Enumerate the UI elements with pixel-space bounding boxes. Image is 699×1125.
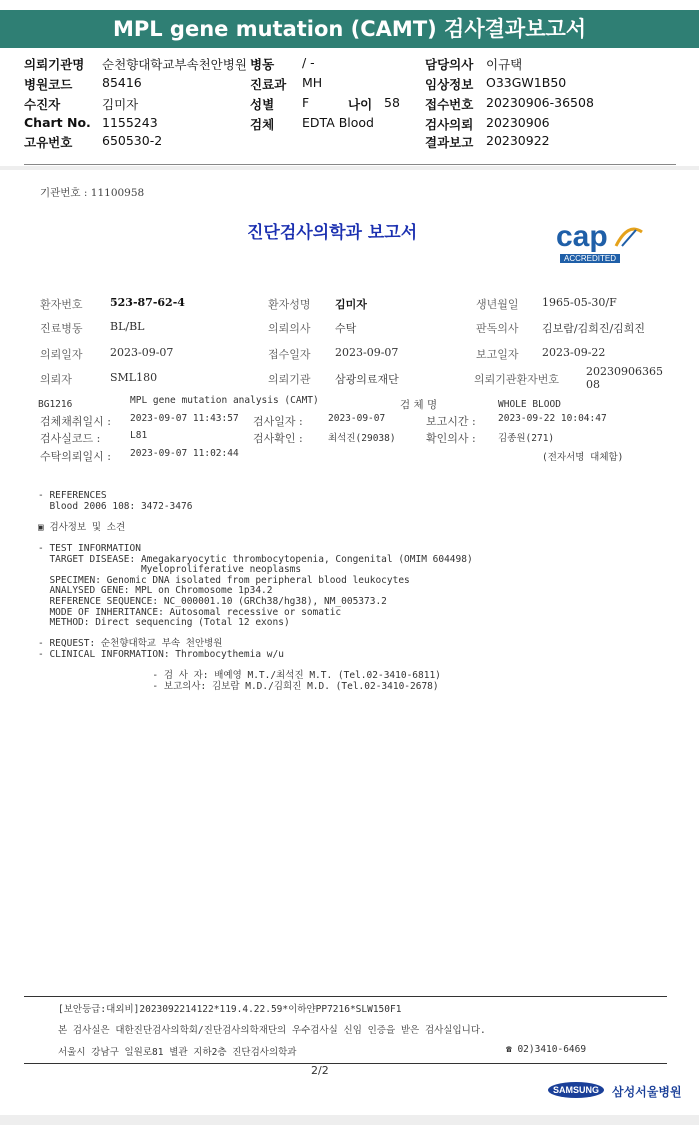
footer-box	[24, 996, 667, 1064]
report-title-bar: MPL gene mutation (CAMT) 검사결과보고서	[0, 10, 699, 48]
body-line: - REFERENCES	[38, 490, 107, 501]
header-value: 1155243	[102, 115, 158, 130]
body-line: MODE OF INHERITANCE: Autosomal recessive or somatic	[38, 606, 342, 618]
patient-field-value: BL/BL	[110, 320, 145, 333]
body-line: TARGET DISEASE: Amegakaryocytic thrombocytopenia, Congenital (OMIM 604498)	[38, 553, 473, 565]
header-label: 검사의뢰	[425, 117, 474, 132]
header-label: 고유번호	[24, 135, 73, 150]
header-value: 20230906	[486, 115, 550, 130]
header-value: F	[302, 95, 310, 110]
patient-field-label: 진료병동	[40, 322, 83, 335]
body-line: Myeloproliferative neoplasms	[38, 564, 302, 576]
test-field-value: 2023-09-07	[328, 413, 386, 424]
header-label: 담당의사	[425, 57, 474, 72]
hospital-name: 삼성서울병원	[612, 1085, 682, 1099]
samsung-logo: SAMSUNG	[548, 1082, 604, 1098]
body-line: REFERENCE SEQUENCE: NC_000001.10 (GRCh38/hg38), NM_005373.2	[38, 596, 387, 607]
specimen-label: 검 체 명	[400, 399, 438, 411]
test-field-label: 검체채취일시 :	[40, 415, 111, 428]
header-value: 20230922	[486, 133, 550, 148]
cap-accredited-text: ACCREDITED	[560, 254, 620, 263]
header-label: 병동	[250, 57, 275, 72]
document-title: 진단검사의학과 보고서	[247, 223, 418, 243]
address-line: 서울시 강남구 일원로81 별관 지하2층 진단검사의학과	[58, 1047, 297, 1058]
header-label: 임상정보	[425, 77, 474, 92]
patient-field-label: 의뢰의사	[268, 322, 311, 335]
body-line: ▣ 검사정보 및 소견	[38, 521, 126, 533]
test-field-value: 김종원(271)	[498, 433, 555, 444]
body-line: - TEST INFORMATION	[38, 543, 141, 554]
test-field-value: 2023-09-07 11:43:57	[130, 413, 239, 424]
patient-field-value: 2023-09-22	[542, 346, 606, 359]
body-line: Blood 2006 108: 3472-3476	[38, 500, 193, 512]
cap-logo-text: cap	[556, 220, 608, 253]
body-line: ANALYSED GENE: MPL on Chromosome 1p34.2	[38, 585, 273, 597]
header-label: 병원코드	[24, 77, 73, 92]
patient-field-value: 2023-09-07	[110, 346, 174, 359]
header-value: 650530-2	[102, 133, 163, 148]
test-field-label: 검사일자 :	[253, 415, 303, 428]
header-value: EDTA Blood	[302, 115, 374, 130]
electronic-signature-note: (전자서명 대체함)	[542, 452, 624, 463]
patient-field-value: 김미자	[335, 298, 367, 311]
test-field-value: 2023-09-22 10:04:47	[498, 413, 607, 424]
header-label: Chart No.	[24, 115, 91, 130]
patient-field-label: 보고일자	[476, 348, 519, 361]
patient-field-label: 생년월일	[476, 298, 519, 311]
header-label: 검체	[250, 117, 275, 132]
header-value: 이규택	[486, 57, 523, 72]
body-line: SPECIMEN: Genomic DNA isolated from peripheral blood leukocytes	[38, 574, 410, 586]
certification-line: 본 검사실은 대한진단검사의학회/진단검사의학재단의 우수검사실 신임 인증을 받은 검사실입니다.	[58, 1025, 486, 1036]
patient-field-value: 2023-09-07	[335, 346, 399, 359]
institution-number: 기관번호 : 11100958	[40, 187, 145, 199]
specimen-value: WHOLE BLOOD	[498, 399, 561, 410]
test-name: MPL gene mutation analysis (CAMT)	[130, 395, 319, 406]
test-field-label: 검사실코드 :	[40, 432, 101, 445]
patient-field-label: 의뢰기관환자번호	[474, 373, 560, 386]
header-value: 순천향대학교부속천안병원	[102, 57, 247, 72]
header-label: 성별	[250, 97, 275, 112]
header-value: MH	[302, 75, 323, 90]
body-line: - CLINICAL INFORMATION: Thrombocythemia w/u	[38, 649, 284, 660]
patient-field-label: 접수일자	[268, 348, 311, 361]
page-number: 2/2	[311, 1064, 329, 1077]
cap-accredited-logo	[556, 220, 646, 268]
patient-field-value: 삼광의료재단	[335, 373, 399, 386]
header-label: 수진자	[24, 97, 61, 112]
test-field-label: 확인의사 :	[426, 432, 476, 445]
header-value: / -	[302, 55, 315, 70]
test-field-label: 수탁의뢰일시 :	[40, 450, 111, 463]
patient-field-value: 김보람/김희진/김희진	[542, 322, 646, 335]
patient-field-label: 판독의사	[476, 322, 519, 335]
header-label: 의뢰기관명	[24, 57, 85, 72]
header-value: O33GW1B50	[486, 75, 567, 90]
patient-field-label: 환자성명	[268, 298, 311, 311]
header-label: 진료과	[250, 77, 287, 92]
bottom-band	[0, 1115, 699, 1125]
header-value: 20230906-36508	[486, 95, 594, 110]
header-divider	[24, 164, 676, 165]
test-field-value: L81	[130, 430, 148, 441]
patient-field-value: 수탁	[335, 322, 357, 335]
patient-field-label: 의뢰자	[40, 373, 72, 386]
test-code: BG1216	[38, 399, 73, 410]
patient-field-value: 2023090636508	[586, 365, 663, 391]
test-field-label: 검사확인 :	[253, 432, 303, 445]
header-value: 85416	[102, 75, 142, 90]
body-line: - 보고의사: 김보람 M.D./김희진 M.D. (Tel.02-3410-2678)	[38, 680, 439, 692]
header-value: 김미자	[102, 97, 139, 112]
header-label: 접수번호	[425, 97, 474, 112]
patient-field-value: SML180	[110, 371, 158, 384]
body-line: METHOD: Direct sequencing (Total 12 exons)	[38, 617, 290, 629]
patient-field-label: 의뢰일자	[40, 348, 83, 361]
age-value: 58	[384, 95, 400, 110]
body-line: - 검 사 자: 배예영 M.T./최석진 M.T. (Tel.02-3410-6811)	[38, 670, 441, 682]
test-field-value: 2023-09-07 11:02:44	[130, 448, 239, 459]
phone-line: ☎ 02)3410-6469	[506, 1044, 587, 1055]
security-line: [보안등급:대외비]2023092214122*119.4.22.59*이하얀PP7216*SLW150F1	[58, 1004, 402, 1015]
patient-field-value: 1965-05-30/F	[542, 296, 617, 309]
cap-seal-icon	[614, 226, 644, 250]
test-field-value: 최석진(29038)	[328, 433, 396, 444]
patient-field-label: 의뢰기관	[268, 373, 311, 386]
patient-field-label: 환자번호	[40, 298, 83, 311]
header-band	[0, 166, 699, 170]
body-line: - REQUEST: 순천향대학교 부속 천안병원	[38, 638, 223, 650]
patient-field-value: 523-87-62-4	[110, 296, 185, 309]
age-label: 나이	[348, 97, 373, 112]
header-label: 결과보고	[425, 135, 474, 150]
test-field-label: 보고시간 :	[426, 415, 476, 428]
